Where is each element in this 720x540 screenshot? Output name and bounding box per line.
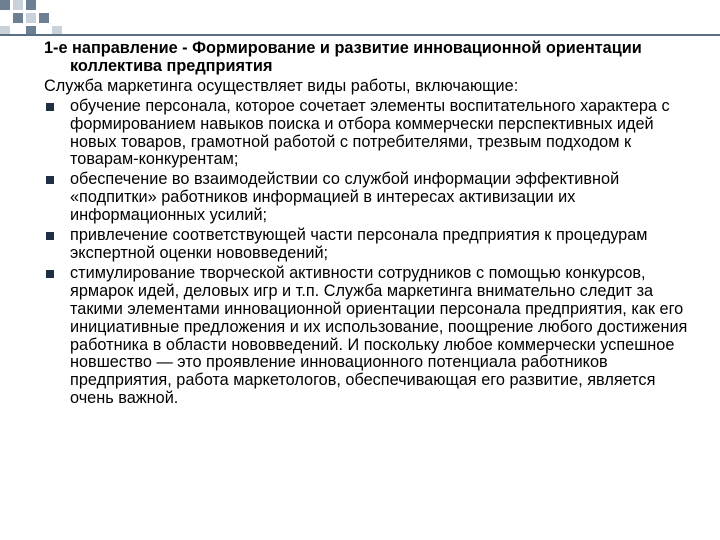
list-item-text: обеспечение во взаимодействии со службой информации эффективной «подпитки» работников информацией в интересах активизации их информационных усилий; — [70, 170, 620, 225]
title-divider — [0, 34, 720, 36]
list-item — [44, 227, 694, 263]
bullet-list — [44, 98, 694, 408]
square-bullet-icon — [46, 176, 54, 184]
list-item — [44, 98, 694, 170]
square-pattern-decoration — [0, 0, 120, 36]
list-item — [44, 265, 694, 408]
list-item-text: обучение персонала, которое сочетает элементы воспитательного характера с формированием навыков поиска и отбора коммерчески перспективных идей новых товаров, грамотной работой с потребителями, трезвым подходом к товарам-конкурентам; — [70, 96, 670, 169]
slide-heading: 1-е направление - Формирование и развитие инновационной ориентации коллектива предприятия — [44, 39, 642, 75]
list-item-text: стимулирование творческой активности сотрудников с помощью конкурсов, ярмарок идей, деловых игр и т.п. Служба маркетинга внимательно следит за такими элементами инновационной ориентации персонала предприятия, как его инициативные предложения и их использование, поощрение любого достижения работника в области нововведений. И поскольку любое коммерчески успешное новшество — это проявление инновационного потенциала работников предприятия, работа маркетологов, обеспечивающая его развитие, является очень важной. — [70, 263, 688, 408]
square-bullet-icon — [46, 103, 54, 111]
slide-body — [44, 40, 694, 408]
intro-text: Служба маркетинга осуществляет виды работы, включающие: — [44, 76, 519, 95]
list-item-text: привлечение соответствующей части персонала предприятия к процедурам экспертной оценки нововведений; — [70, 226, 648, 262]
list-item — [44, 171, 694, 225]
square-bullet-icon — [46, 232, 54, 240]
square-bullet-icon — [46, 270, 54, 278]
